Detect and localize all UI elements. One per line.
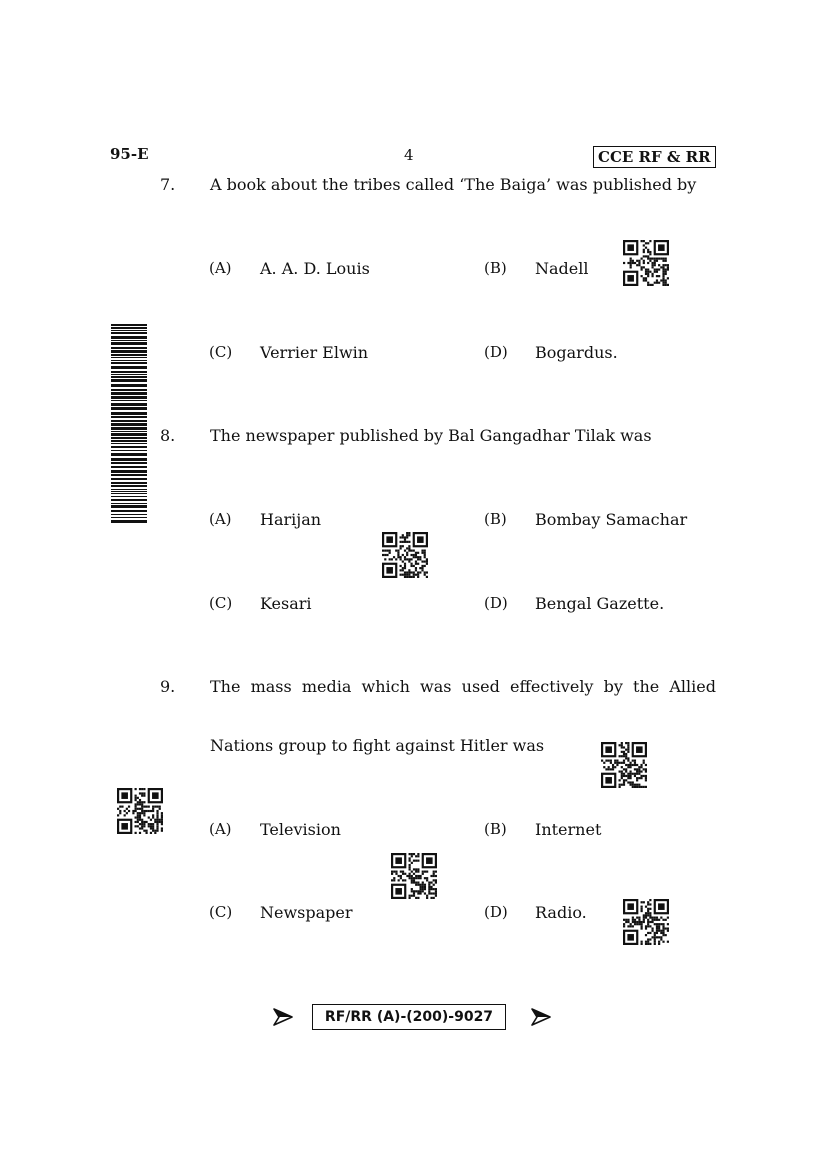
option-text: A. A. D. Louis — [260, 259, 370, 278]
question-number: 9. — [160, 677, 176, 696]
option-text: Verrier Elwin — [260, 343, 369, 362]
barcode — [111, 324, 147, 524]
option-letter: (A) — [209, 259, 232, 277]
option-letter: (B) — [484, 259, 507, 277]
arrow-right-icon — [530, 1006, 552, 1028]
footer-code-box: RF/RR (A)-(200)-9027 — [312, 1004, 506, 1030]
option-text: Newspaper — [260, 903, 353, 922]
option-text: Internet — [535, 820, 602, 839]
option-letter: (A) — [209, 510, 232, 528]
arrow-right-icon — [272, 1006, 294, 1028]
qr-code — [117, 788, 163, 834]
option-text: Nadell — [535, 259, 589, 278]
page-number: 4 — [404, 146, 414, 164]
qr-code — [382, 532, 428, 578]
option-letter: (D) — [484, 594, 508, 612]
question-text-line-2: Nations group to fight against Hitler was — [210, 736, 545, 755]
qr-code — [601, 742, 647, 788]
option-text: Radio. — [535, 903, 587, 922]
question-text: The newspaper published by Bal Gangadhar Tilak was — [210, 426, 652, 445]
option-letter: (B) — [484, 510, 507, 528]
option-text: Harijan — [260, 510, 322, 529]
question-number: 7. — [160, 175, 176, 194]
option-letter: (D) — [484, 903, 508, 921]
option-text: Bengal Gazette. — [535, 594, 665, 613]
option-letter: (C) — [209, 903, 233, 921]
option-letter: (C) — [209, 343, 233, 361]
qr-code — [391, 853, 437, 899]
exam-title-box: CCE RF & RR — [593, 146, 716, 168]
qr-code — [623, 240, 669, 286]
question-text: A book about the tribes called ‘The Baiga’ was published by — [210, 175, 697, 194]
option-letter: (C) — [209, 594, 233, 612]
option-letter: (B) — [484, 820, 507, 838]
option-text: Bombay Samachar — [535, 510, 688, 529]
question-number: 8. — [160, 426, 176, 445]
option-letter: (A) — [209, 820, 232, 838]
paper-code: 95-E — [110, 145, 149, 163]
question-text-line-1: The mass media which was used effectively by the Allied — [210, 677, 716, 696]
option-letter: (D) — [484, 343, 508, 361]
option-text: Bogardus. — [535, 343, 618, 362]
option-text: Television — [260, 820, 341, 839]
qr-code — [623, 899, 669, 945]
option-text: Kesari — [260, 594, 312, 613]
